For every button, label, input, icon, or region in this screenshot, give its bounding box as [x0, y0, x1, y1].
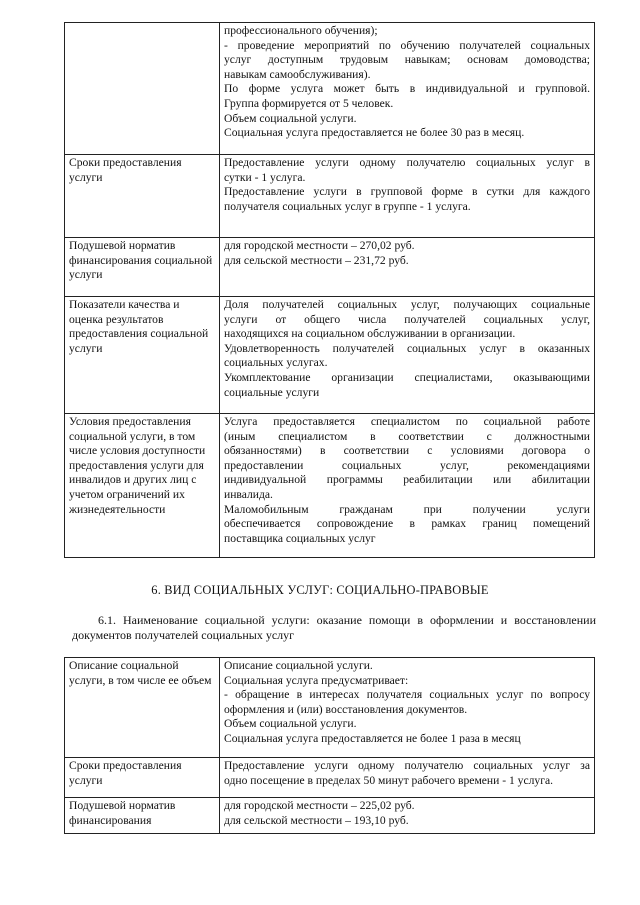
- table-row: [65, 414, 595, 558]
- row-label: Условия предоставления социальной услуги, в том числе условия доступности предоставления услуги для инвалидов и других лиц с учетом ограничений их жизнедеятельности: [65, 414, 220, 558]
- row-content: Описание социальной услуги. Социальная услуга предусматривает: - обращение в интересах получателя социальных услуг по вопросу оформления и (или) восстановления документов. Объем социальной услуги. Социальная услуга предоставляется не более 1 раза в месяц: [220, 658, 595, 758]
- row-label: Показатели качества и оценка результатов предоставления социальной услуги: [65, 297, 220, 414]
- row-content: Услуга предоставляется специалистом по социальной работе (иным специалистом в соответствии с должностными обязанностями) в соответствии с условиями договора о предоставлении социальных услуг, рекомендациями индивидуальной программы реабилитации или абилитации инвалида. Маломобильным гражданам при получении услуги обеспечивается сопровождение в рамках границ помещений поставщика социальных услуг: [220, 414, 595, 558]
- row-content: Предоставление услуги одному получателю социальных услуг в сутки - 1 услуга. Предоставление услуги в групповой форме в сутки для каждого получателя социальных услуг в группе - 1 услуга.: [220, 155, 595, 238]
- row-content: профессионального обучения); - проведение мероприятий по обучению получателей социальных услуг доступным трудовым навыкам; основам домоводства; навыкам самообслуживания). По форме услуга может быть в индивидуальной и групповой. Группа формируется от 5 человек. Объем социальной услуги. Социальная услуга предоставляется не более 30 раз в месяц.: [220, 23, 595, 155]
- table-row: [65, 155, 595, 238]
- table-row: [65, 658, 595, 758]
- row-content: для городской местности – 225,02 руб. для сельской местности – 193,10 руб.: [220, 798, 595, 834]
- table-row: [65, 238, 595, 297]
- row-content: Предоставление услуги одному получателю социальных услуг за одно посещение в пределах 50 минут рабочего времени - 1 услуга.: [220, 758, 595, 798]
- row-label: Подушевой норматив финансирования: [65, 798, 220, 834]
- table-row: [65, 297, 595, 414]
- table-row: [65, 23, 595, 155]
- row-label: Подушевой норматив финансирования социальной услуги: [65, 238, 220, 297]
- service-name-line-2: документов получателей социальных услуг: [72, 628, 295, 642]
- row-label: [65, 23, 220, 155]
- legal-services-table: [64, 657, 595, 834]
- row-label: Сроки предоставления услуги: [65, 155, 220, 238]
- row-content: для городской местности – 270,02 руб. для сельской местности – 231,72 руб.: [220, 238, 595, 297]
- row-label: Описание социальной услуги, в том числе ее объем: [65, 658, 220, 758]
- service-name-paragraph: [72, 613, 596, 643]
- row-label: Сроки предоставления услуги: [65, 758, 220, 798]
- section-heading: 6. ВИД СОЦИАЛЬНЫХ УСЛУГ: СОЦИАЛЬНО-ПРАВОВЫЕ: [151, 583, 489, 597]
- table-row: [65, 758, 595, 798]
- table-row: [65, 798, 595, 834]
- service-name-line-1: 6.1. Наименование социальной услуги: оказание помощи в оформлении и восстановлении: [98, 613, 596, 627]
- row-content: Доля получателей социальных услуг, получающих социальные услуги от общего числа получателей социальных услуг, находящихся на социальном обслуживании в организации. Удовлетворенность получателей социальных услуг в оказанных социальных услугах. Укомплектование организации специалистами, оказывающими социальные услуги: [220, 297, 595, 414]
- services-table-continued: [64, 22, 595, 558]
